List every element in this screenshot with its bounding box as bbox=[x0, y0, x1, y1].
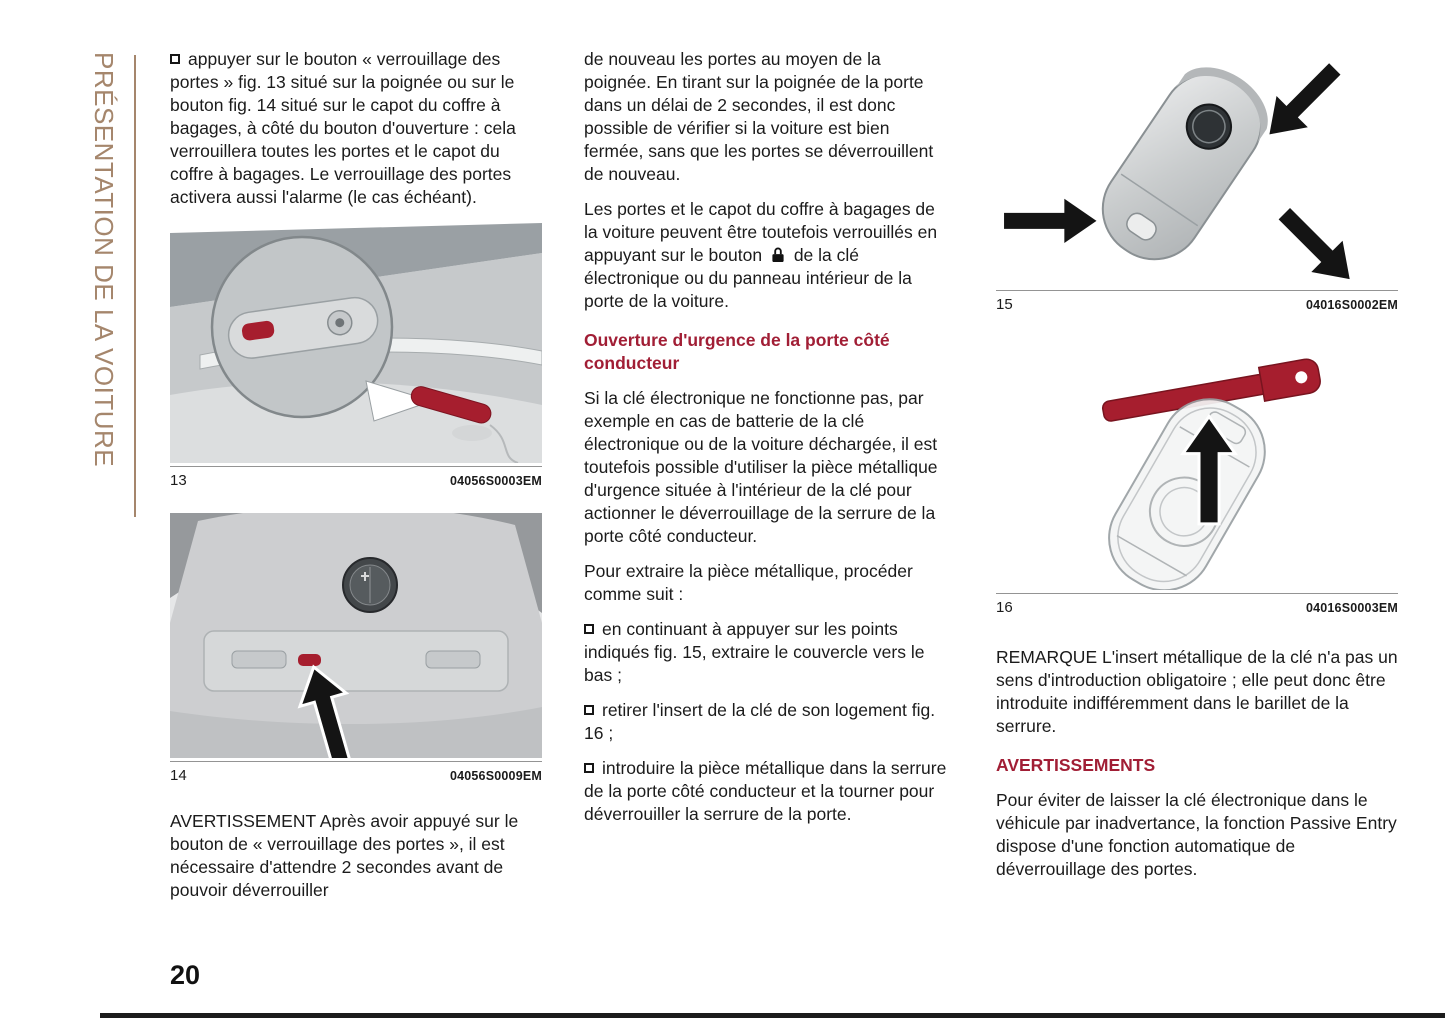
chapter-title-rule bbox=[134, 55, 136, 517]
figure-14-caption bbox=[170, 761, 542, 784]
fig16-key-insert-illustration bbox=[996, 339, 1398, 590]
fig15-key-fob-illustration bbox=[996, 48, 1398, 287]
figure-13-caption bbox=[170, 466, 542, 489]
bullet-item-lock-button bbox=[170, 48, 542, 209]
figure-code: 04056S0009EM bbox=[449, 769, 542, 783]
square-bullet-icon bbox=[584, 705, 594, 715]
figure-13 bbox=[170, 223, 542, 489]
note-paragraph: REMARQUE L'insert métallique de la clé n'a pas un sens d'introduction obligatoire ; elle peut donc être introduite indifféremment dans le barillet de la serrure. bbox=[996, 647, 1398, 737]
figure-number: 16 bbox=[996, 599, 1013, 617]
paragraph-emergency: Si la clé électronique ne fonctionne pas, par exemple en cas de batterie de la clé électronique ou de la voiture déchargée, il est toutefois possible d'utiliser la pièce métallique d'urgence située à l'intérieur de la clé pour actionner le déverrouillage de la serrure de la porte côté conducteur. bbox=[584, 388, 938, 546]
figure-code: 04056S0003EM bbox=[449, 474, 542, 488]
figure-code: 04016S0002EM bbox=[1305, 298, 1398, 313]
lock-icon bbox=[771, 244, 785, 267]
figure-number: 13 bbox=[170, 472, 187, 489]
warning-paragraph: AVERTISSEMENT Après avoir appuyé sur le bouton de « verrouillage des portes », il est nécessaire d'attendre 2 secondes avant de pouvoir déverrouiller bbox=[170, 811, 519, 900]
page-bottom-edge bbox=[100, 1013, 1445, 1018]
paragraph-lock-text-a: Les portes et le capot du coffre à bagages de la voiture peuvent être toutefois verrouillés en appuyant sur le bouton bbox=[584, 199, 938, 265]
figure-number: 14 bbox=[170, 767, 187, 784]
figure-number: 15 bbox=[996, 296, 1013, 314]
bullet-item-text: en continuant à appuyer sur les points indiqués fig. 15, extraire le couvercle vers le bas ; bbox=[584, 619, 925, 685]
square-bullet-icon bbox=[584, 763, 594, 773]
square-bullet-icon bbox=[584, 624, 594, 634]
square-bullet-icon bbox=[170, 54, 180, 64]
figure-15-caption bbox=[996, 290, 1398, 313]
paragraph-passive-entry: Pour éviter de laisser la clé électronique dans le véhicule par inadvertance, la fonction Passive Entry dispose d'une fonction automatique de déverrouillage des portes. bbox=[996, 790, 1397, 880]
bullet-item-text: introduire la pièce métallique dans la serrure de la porte côté conducteur et la tourner pour déverrouiller la serrure de la porte. bbox=[584, 758, 947, 824]
page-number: 20 bbox=[170, 960, 201, 990]
bullet-item-text: retirer l'insert de la clé de son logement fig. 16 ; bbox=[584, 700, 936, 743]
column-middle bbox=[584, 48, 950, 838]
bullet-item-remove-insert bbox=[584, 699, 950, 745]
fig14-trunk-button-illustration bbox=[170, 513, 542, 758]
figure-16-caption bbox=[996, 593, 1398, 616]
bullet-item-insert-key bbox=[584, 757, 950, 826]
section-heading-emergency-opening: Ouverture d'urgence de la porte côté conducteur bbox=[584, 330, 890, 373]
paragraph-lock-button bbox=[584, 198, 950, 313]
paragraph-continued: de nouveau les portes au moyen de la poignée. En tirant sur la poignée de la porte dans un délai de 2 secondes, il est donc possible de vérifier si la voiture est bien fermée, sans que les portes se déverrouillent de nouveau. bbox=[584, 49, 934, 184]
figure-14 bbox=[170, 513, 542, 784]
figure-15 bbox=[996, 48, 1398, 313]
section-heading-warnings: AVERTISSEMENTS bbox=[996, 755, 1156, 776]
chapter-title-vertical: PRÉSENTATION DE LA VOITURE bbox=[89, 52, 119, 468]
fig13-door-handle-illustration bbox=[170, 223, 542, 463]
paragraph-lock-text-b: de la clé électronique ou du panneau intérieur de la porte de la voiture. bbox=[584, 245, 912, 311]
column-right bbox=[996, 48, 1398, 893]
figure-code: 04016S0003EM bbox=[1305, 601, 1398, 616]
bullet-item-press-points bbox=[584, 618, 950, 687]
paragraph-extract-intro: Pour extraire la pièce métallique, procéder comme suit : bbox=[584, 561, 913, 604]
bullet-item-text: appuyer sur le bouton « verrouillage des portes » fig. 13 situé sur la poignée ou sur le bouton fig. 14 situé sur le capot du coffre à bagages, à côté du bouton d'ouverture : cela verrouillera toutes les portes et le capot du coffre à bagages. Le verrouillage des portes activera aussi l'alarme (le cas échéant). bbox=[170, 49, 516, 207]
column-left bbox=[170, 48, 542, 914]
figure-16 bbox=[996, 339, 1398, 616]
